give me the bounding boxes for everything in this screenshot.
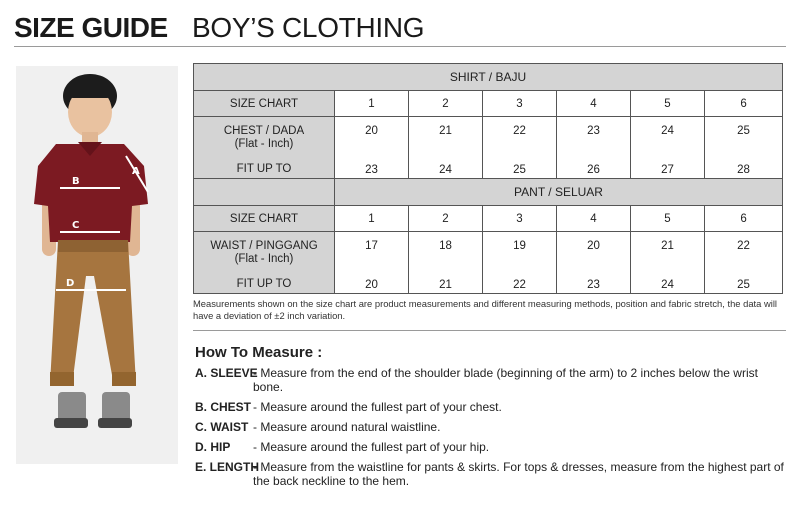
shirt-size: 1 xyxy=(335,91,409,117)
page-subtitle: BOY’S CLOTHING xyxy=(192,12,425,43)
shirt-fit-label: FIT UP TO xyxy=(236,162,292,175)
pant-fit-value: 25 xyxy=(737,278,750,291)
how-to-definition: - Measure around the fullest part of your chest. xyxy=(253,400,502,414)
waist-value: 22 xyxy=(737,239,750,252)
pant-size-chart-label: SIZE CHART xyxy=(194,206,335,232)
pant-measure-cell xyxy=(409,232,483,294)
how-to-term: D. HIP xyxy=(195,440,231,454)
shirt-section-title: SHIRT / BAJU xyxy=(194,64,783,91)
chest-value: 20 xyxy=(365,124,378,137)
shirt-measure-cell xyxy=(483,117,557,179)
svg-text:C: C xyxy=(72,220,80,231)
waist-value: 17 xyxy=(365,239,378,252)
shirt-measure-label-cell xyxy=(194,117,335,179)
waist-value: 20 xyxy=(587,239,600,252)
shirt-fit-value: 28 xyxy=(737,163,750,176)
how-to-list xyxy=(195,366,785,494)
shirt-measure-row xyxy=(194,117,783,179)
pant-size: 2 xyxy=(409,206,483,232)
pant-fit-value: 23 xyxy=(587,278,600,291)
shirt-measure-cell xyxy=(705,117,783,179)
shirt-size-chart-label: SIZE CHART xyxy=(194,91,335,117)
how-to-title: How To Measure : xyxy=(195,344,323,361)
how-to-term: C. WAIST xyxy=(195,420,249,434)
waist-label: WAIST / PINGGANG xyxy=(210,239,318,252)
how-to-item xyxy=(195,366,785,394)
chest-label: CHEST / DADA xyxy=(223,124,305,137)
chest-value: 22 xyxy=(513,124,526,137)
shirt-fit-value: 24 xyxy=(439,163,452,176)
how-to-term: B. CHEST xyxy=(195,400,252,414)
how-to-item xyxy=(195,420,785,434)
shirt-size: 2 xyxy=(409,91,483,117)
shirt-section-header xyxy=(194,64,783,91)
pant-fit-value: 21 xyxy=(439,278,452,291)
pant-measure-cell xyxy=(335,232,409,294)
shirt-measure-cell xyxy=(557,117,631,179)
how-to-term: A. SLEEVE xyxy=(195,366,258,380)
how-to-definition: - Measure from the end of the shoulder blade (beginning of the arm) to 2 inches below the wrist bone. xyxy=(253,366,758,394)
shirt-fit-value: 26 xyxy=(587,163,600,176)
shirt-measure-cell xyxy=(631,117,705,179)
pant-size: 5 xyxy=(631,206,705,232)
shirt-size: 4 xyxy=(557,91,631,117)
pant-fit-value: 20 xyxy=(365,278,378,291)
chest-value: 21 xyxy=(439,124,452,137)
svg-text:A: A xyxy=(132,166,140,177)
how-to-definition: - Measure around the fullest part of your hip. xyxy=(253,440,490,454)
pant-fit-value: 22 xyxy=(513,278,526,291)
pant-measure-cell xyxy=(705,232,783,294)
how-to-definition: - Measure from the waistline for pants & skirts. For tops & dresses, measure from the highest part of the back neckline to the hem. xyxy=(253,460,784,488)
pant-size: 3 xyxy=(483,206,557,232)
pant-measure-row xyxy=(194,232,783,294)
measurement-note: Measurements shown on the size chart are product measurements and different measuring methods, position and fabric stretch, the data will have a deviation of ±2 inch variation. xyxy=(193,298,777,321)
header-divider xyxy=(14,46,786,47)
chest-value: 23 xyxy=(587,124,600,137)
shirt-fit-value: 27 xyxy=(661,163,674,176)
shirt-size: 5 xyxy=(631,91,705,117)
pant-fit-value: 24 xyxy=(661,278,674,291)
pant-measure-label-cell xyxy=(194,232,335,294)
how-to-item xyxy=(195,440,785,454)
shirt-size-row xyxy=(194,91,783,117)
chest-value: 24 xyxy=(661,124,674,137)
waist-value: 21 xyxy=(661,239,674,252)
chest-unit-label: (Flat - Inch) xyxy=(234,137,294,150)
how-to-definition: - Measure around natural waistline. xyxy=(253,420,441,434)
shirt-size: 6 xyxy=(705,91,783,117)
model-photo xyxy=(16,66,178,464)
pant-measure-cell xyxy=(483,232,557,294)
shirt-measure-cell xyxy=(335,117,409,179)
pant-measure-cell xyxy=(631,232,705,294)
pant-size: 6 xyxy=(705,206,783,232)
note-divider xyxy=(193,330,786,331)
svg-text:D: D xyxy=(66,278,75,289)
pant-size-row xyxy=(194,206,783,232)
svg-text:B: B xyxy=(72,176,80,187)
pant-header-blank xyxy=(194,179,335,206)
how-to-term: E. LENGTH xyxy=(195,460,260,474)
shirt-measure-cell xyxy=(409,117,483,179)
pant-section-header xyxy=(194,179,783,206)
pant-section-title: PANT / SELUAR xyxy=(335,179,783,206)
pant-size: 1 xyxy=(335,206,409,232)
page-title: SIZE GUIDE xyxy=(14,12,168,43)
size-table xyxy=(193,63,783,294)
waist-value: 19 xyxy=(513,239,526,252)
shirt-size: 3 xyxy=(483,91,557,117)
waist-unit-label: (Flat - Inch) xyxy=(234,252,294,265)
shirt-fit-value: 23 xyxy=(365,163,378,176)
pant-fit-label: FIT UP TO xyxy=(236,277,292,290)
page-header xyxy=(14,8,786,46)
pant-measure-cell xyxy=(557,232,631,294)
chest-value: 25 xyxy=(737,124,750,137)
waist-value: 18 xyxy=(439,239,452,252)
how-to-item xyxy=(195,460,785,488)
pant-size: 4 xyxy=(557,206,631,232)
shirt-fit-value: 25 xyxy=(513,163,526,176)
how-to-item xyxy=(195,400,785,414)
